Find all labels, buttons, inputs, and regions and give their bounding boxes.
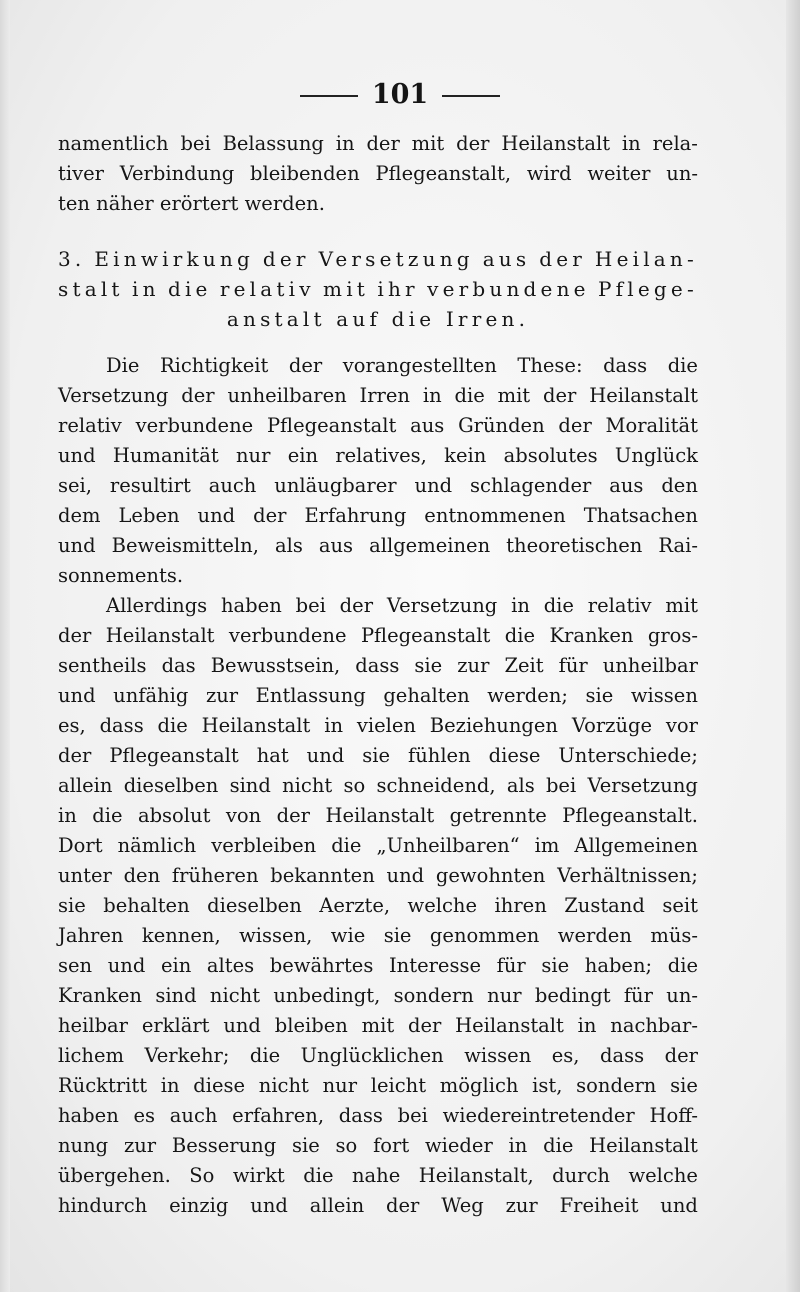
text-line: ten näher erörtert werden. [58, 192, 325, 215]
text-line: und Beweismitteln, als aus allgemeinen theoretischen Rai- [58, 534, 698, 557]
text-line: der Pflegeanstalt hat und sie fühlen diese Unterschiede; [58, 744, 698, 767]
page-left-edge [0, 0, 10, 1292]
page-number: 101 [371, 78, 429, 110]
text-line: Die Richtigkeit der vorangestellten These: dass die [106, 354, 698, 377]
header-rule-left [300, 95, 358, 97]
text-line: relativ verbundene Pflegeanstalt aus Gründen der Moralität [58, 414, 698, 437]
text-line: haben es auch erfahren, dass bei wiedereintretender Hoff- [58, 1104, 698, 1127]
text-line: unter den früheren bekannten und gewohnten Verhältnissen; [58, 864, 698, 887]
text-line: dem Leben und der Erfahrung entnommenen Thatsachen [58, 504, 698, 527]
text-line: und Humanität nur ein relatives, kein absolutes Unglück [58, 444, 698, 467]
text-line: nung zur Besserung sie so fort wieder in die Heilanstalt [58, 1134, 698, 1157]
text-line: lichem Verkehr; die Unglücklichen wissen es, dass der [58, 1044, 698, 1067]
text-line: übergehen. So wirkt die nahe Heilanstalt, durch welche [58, 1164, 698, 1187]
text-line: sie behalten dieselben Aerzte, welche ihren Zustand seit [58, 894, 698, 917]
text-line: Dort nämlich verbleiben die „Unheilbaren“ im Allgemeinen [58, 834, 698, 857]
section-heading [58, 244, 698, 334]
heading-line: anstalt auf die Irren. [226, 307, 530, 331]
paragraph-2 [58, 591, 698, 1221]
text-line: sei, resultirt auch unläugbarer und schlagender aus den [58, 474, 698, 497]
header-rule-right [442, 95, 500, 97]
paragraph-1 [58, 351, 698, 591]
text-line: heilbar erklärt und bleiben mit der Heilanstalt in nachbar- [58, 1014, 698, 1037]
text-line: Rücktritt in diese nicht nur leicht möglich ist, sondern sie [58, 1074, 698, 1097]
text-line: sentheils das Bewusstsein, dass sie zur Zeit für unheilbar [58, 654, 698, 677]
text-line: der Heilanstalt verbundene Pflegeanstalt die Kranken gros- [58, 624, 698, 647]
text-line: allein dieselben sind nicht so schneidend, als bei Versetzung [58, 774, 698, 797]
text-line: sen und ein altes bewährtes Interesse für sie haben; die [58, 954, 698, 977]
page-header [0, 74, 800, 114]
text-line: es, dass die Heilanstalt in vielen Beziehungen Vorzüge vor [58, 714, 698, 737]
text-line: Kranken sind nicht unbedingt, sondern nur bedingt für un- [58, 984, 698, 1007]
page-right-edge [786, 0, 800, 1292]
text-line: Jahren kennen, wissen, wie sie genommen werden müs- [58, 924, 698, 947]
text-line: namentlich bei Belassung in der mit der Heilanstalt in rela- [58, 132, 698, 155]
heading-line: 3. Einwirkung der Versetzung aus der Heilan- [58, 247, 698, 271]
heading-line: stalt in die relativ mit ihr verbundene Pflege- [58, 277, 698, 301]
text-line: Allerdings haben bei der Versetzung in die relativ mit [106, 594, 698, 617]
paragraph-intro [58, 129, 698, 219]
text-line: tiver Verbindung bleibenden Pflegeanstalt, wird weiter un- [58, 162, 698, 185]
text-line: und unfähig zur Entlassung gehalten werden; sie wissen [58, 684, 698, 707]
text-line: hindurch einzig und allein der Weg zur Freiheit und [58, 1194, 698, 1217]
text-line: in die absolut von der Heilanstalt getrennte Pflegeanstalt. [58, 804, 698, 827]
text-line: sonnements. [58, 564, 184, 587]
text-line: Versetzung der unheilbaren Irren in die mit der Heilanstalt [58, 384, 698, 407]
